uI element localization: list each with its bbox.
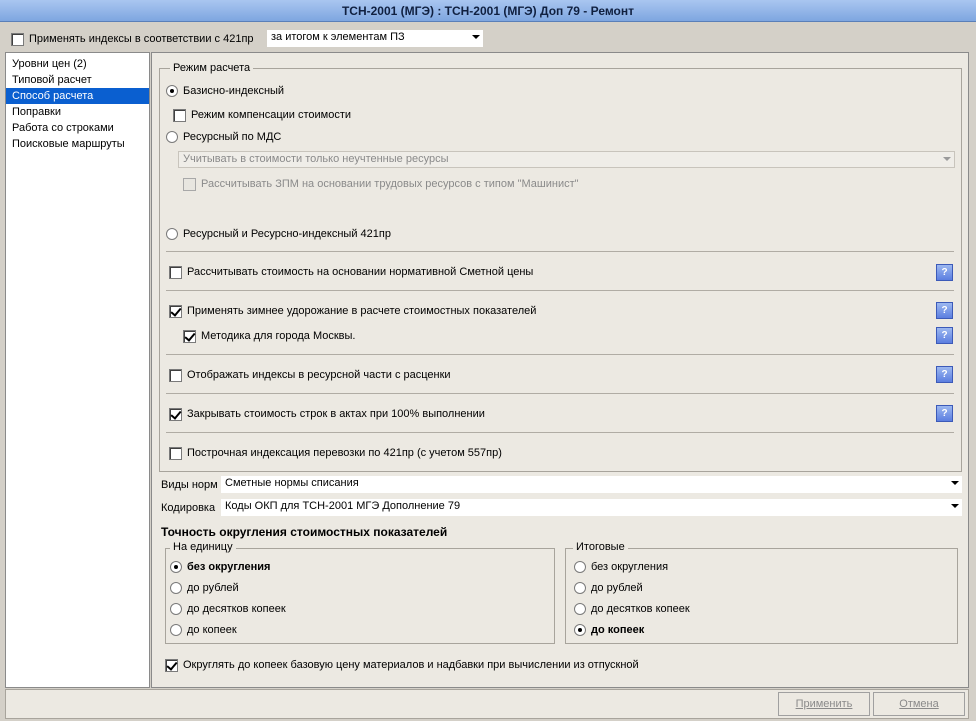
total-tens-kopecks-radio[interactable] <box>574 603 586 615</box>
divider <box>166 432 954 433</box>
unit-option-row[interactable] <box>170 581 239 595</box>
unit-rubles-radio[interactable] <box>170 582 182 594</box>
compensation-label: Режим компенсации стоимости <box>191 109 352 122</box>
total-option-label: без округления <box>591 561 669 574</box>
show-indexes-checkbox[interactable] <box>169 369 182 382</box>
total-option-row[interactable] <box>574 581 643 595</box>
divider <box>166 251 954 252</box>
unit-option-row[interactable] <box>170 560 270 574</box>
norm-types-value: Сметные нормы списания <box>225 477 359 489</box>
sidebar-item-typical-calc[interactable]: Типовой расчет <box>12 74 92 86</box>
total-option-label: до рублей <box>591 582 643 595</box>
zpm-checkbox[interactable] <box>183 178 196 191</box>
normative-price-row[interactable] <box>169 265 533 279</box>
norm-types-label: Виды норм <box>161 479 218 491</box>
chevron-down-icon <box>951 481 959 485</box>
sidebar-nav <box>5 52 150 688</box>
normative-price-checkbox[interactable] <box>169 266 182 279</box>
show-indexes-label: Отображать индексы в ресурсной части с расценки <box>187 369 451 382</box>
total-option-row[interactable] <box>574 623 644 637</box>
transport-row[interactable] <box>169 446 502 460</box>
divider <box>166 354 954 355</box>
help-icon[interactable]: ? <box>936 405 953 422</box>
resource-mds-radio[interactable] <box>166 131 178 143</box>
total-option-label: до десятков копеек <box>591 603 690 616</box>
sidebar-item-calc-method[interactable]: Способ расчета <box>6 88 149 104</box>
sidebar-item-corrections[interactable]: Поправки <box>12 106 62 118</box>
chevron-down-icon <box>951 504 959 508</box>
resource-mds-label: Ресурсный по МДС <box>183 131 282 144</box>
apply-mode-value: за итогом к элементам ПЗ <box>271 31 405 43</box>
help-icon[interactable]: ? <box>936 327 953 344</box>
total-no-rounding-radio[interactable] <box>574 561 586 573</box>
norm-types-select[interactable] <box>221 476 962 493</box>
window-title: ТСН-2001 (МГЭ) : ТСН-2001 (МГЭ) Доп 79 - Ремонт <box>0 0 976 22</box>
total-kopecks-radio[interactable] <box>574 624 586 636</box>
apply-indexes-label: Применять индексы в соответствии с 421пр <box>29 33 254 46</box>
unit-option-row[interactable] <box>170 602 286 616</box>
apply-mode-select[interactable] <box>267 30 483 47</box>
transport-checkbox[interactable] <box>169 447 182 460</box>
total-option-row[interactable] <box>574 560 668 574</box>
rounding-unit-title: На единицу <box>170 541 236 553</box>
unit-option-label: до копеек <box>187 624 237 637</box>
close-rows-row[interactable] <box>169 407 485 421</box>
show-indexes-row[interactable] <box>169 368 451 382</box>
zpm-label: Рассчитывать ЗПМ на основании трудовых ресурсов с типом "Машинист" <box>201 178 579 191</box>
help-icon[interactable]: ? <box>936 302 953 319</box>
resource-mode-select[interactable] <box>178 151 955 168</box>
unit-kopecks-radio[interactable] <box>170 624 182 636</box>
sidebar-item-search-routes[interactable]: Поисковые маршруты <box>12 138 125 150</box>
unit-option-label: без округления <box>187 561 271 574</box>
coding-label: Кодировка <box>161 502 216 514</box>
coding-value: Коды ОКП для ТСН-2001 МГЭ Дополнение 79 <box>225 500 461 512</box>
close-rows-label: Закрывать стоимость строк в актах при 100% выполнении <box>187 408 485 421</box>
transport-label: Построчная индексация перевозки по 421пр (с учетом 557пр) <box>187 447 502 460</box>
rounding-total-title: Итоговые <box>573 541 628 553</box>
divider <box>166 290 954 291</box>
moscow-checkbox[interactable] <box>183 330 196 343</box>
resource-421-radio-row[interactable] <box>166 227 391 241</box>
help-icon[interactable]: ? <box>936 264 953 281</box>
winter-label: Применять зимнее удорожание в расчете стоимостных показателей <box>187 305 537 318</box>
base-index-radio-row[interactable] <box>166 84 284 98</box>
unit-no-rounding-radio[interactable] <box>170 561 182 573</box>
apply-indexes-checkbox[interactable] <box>11 33 24 46</box>
help-icon[interactable]: ? <box>936 366 953 383</box>
round-base-row[interactable] <box>165 658 639 672</box>
coding-select[interactable] <box>221 499 962 516</box>
resource-421-radio[interactable] <box>166 228 178 240</box>
apply-button[interactable]: Применить <box>778 692 870 716</box>
chevron-down-icon <box>943 157 951 161</box>
base-index-radio[interactable] <box>166 85 178 97</box>
zpm-row[interactable] <box>183 177 579 191</box>
winter-row[interactable] <box>169 304 536 318</box>
total-option-row[interactable] <box>574 602 690 616</box>
unit-option-label: до десятков копеек <box>187 603 286 616</box>
sidebar-item-price-levels[interactable]: Уровни цен (2) <box>12 58 87 70</box>
compensation-checkbox[interactable] <box>173 109 186 122</box>
cancel-button[interactable]: Отмена <box>873 692 965 716</box>
base-index-label: Базисно-индексный <box>183 85 285 98</box>
moscow-row[interactable] <box>183 329 355 343</box>
total-rubles-radio[interactable] <box>574 582 586 594</box>
sidebar-item-rows[interactable]: Работа со строками <box>12 122 114 134</box>
resource-mode-value: Учитывать в стоимости только неучтенные ресурсы <box>183 153 449 165</box>
total-option-label: до копеек <box>591 624 645 637</box>
unit-option-label: до рублей <box>187 582 239 595</box>
moscow-label: Методика для города Москвы. <box>201 330 356 343</box>
apply-indexes-row[interactable] <box>11 32 254 46</box>
winter-checkbox[interactable] <box>169 305 182 318</box>
unit-option-row[interactable] <box>170 623 237 637</box>
normative-price-label: Рассчитывать стоимость на основании нормативной Сметной цены <box>187 266 534 279</box>
divider <box>166 393 954 394</box>
resource-mds-radio-row[interactable] <box>166 130 281 144</box>
close-rows-checkbox[interactable] <box>169 408 182 421</box>
unit-tens-kopecks-radio[interactable] <box>170 603 182 615</box>
chevron-down-icon <box>472 35 480 39</box>
resource-421-label: Ресурсный и Ресурсно-индексный 421пр <box>183 228 391 241</box>
compensation-row[interactable] <box>173 108 351 122</box>
rounding-heading: Точность округления стоимостных показателей <box>161 525 448 539</box>
round-base-label: Округлять до копеек базовую цену материалов и надбавки при вычислении из отпускной <box>183 659 639 672</box>
round-base-checkbox[interactable] <box>165 659 178 672</box>
calc-mode-title: Режим расчета <box>170 62 253 74</box>
